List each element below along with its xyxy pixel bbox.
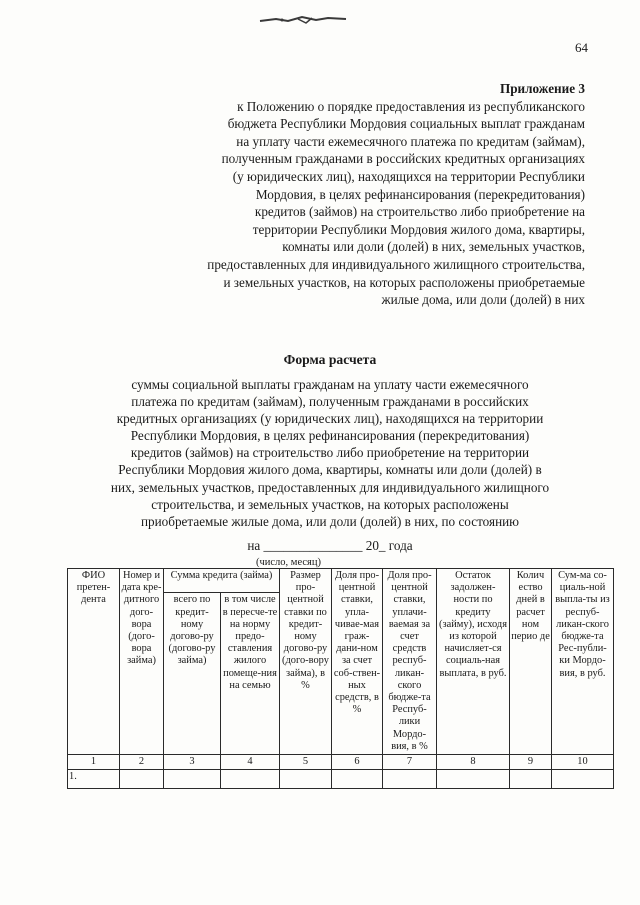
column-number: 6 bbox=[332, 755, 383, 770]
data-cell bbox=[280, 770, 332, 789]
appendix-line: полученным гражданами в российских кредитных организациях bbox=[221, 151, 585, 167]
header-cell: Номер и дата кре-дитного дого-вора (дого-вора займа) bbox=[120, 569, 164, 755]
data-cell bbox=[221, 770, 280, 789]
column-number: 5 bbox=[280, 755, 332, 770]
form-description-line: приобретаемые жилые дома, или доли (долей) в них, по состоянию bbox=[140, 513, 520, 529]
appendix-line: на уплату части ежемесячного платежа по кредитам (займам), bbox=[236, 133, 585, 149]
form-description-line: платежа по кредитам (займам), полученным гражданами в российских bbox=[131, 394, 529, 410]
column-number: 1 bbox=[68, 755, 120, 770]
header-cell: Сумма кредита (займа) bbox=[164, 569, 280, 593]
appendix-line: и земельных участков, на которых расположены приобретаемые bbox=[223, 274, 585, 290]
data-cell bbox=[510, 770, 552, 789]
form-description-line: строительства, и земельных участков, на которых расположены bbox=[151, 496, 509, 512]
form-description-line: них, земельных участков, предоставленных для индивидуального жилищного bbox=[110, 479, 550, 495]
column-number: 2 bbox=[120, 755, 164, 770]
appendix-line: территории Республики Мордовия жилого дома, квартиры, bbox=[252, 221, 585, 237]
column-number: 9 bbox=[510, 755, 552, 770]
appendix-header bbox=[120, 80, 585, 309]
header-cell: Сум-ма со-циаль-ной выпла-ты из респуб-ликан-ского бюдже-та Рес-публи-ки Мордо-вия, в руб. bbox=[552, 569, 614, 755]
calculation-table bbox=[67, 568, 614, 789]
row-index: 1. bbox=[68, 770, 120, 789]
table-row bbox=[68, 770, 614, 789]
appendix-line: Мордовия, в целях рефинансирования (перекредитования) bbox=[255, 186, 585, 202]
page-number: 64 bbox=[575, 40, 588, 55]
column-number-row bbox=[68, 755, 614, 770]
data-cell bbox=[120, 770, 164, 789]
form-title: Форма расчета bbox=[283, 352, 377, 367]
appendix-line: к Положению о порядке предоставления из республиканского bbox=[237, 98, 585, 114]
form-description-line: Республики Мордовия, в целях рефинансирования (перекредитования) bbox=[130, 428, 530, 444]
form-description-line: Республики Мордовия жилого дома, квартиры, комнаты или доли (долей) в bbox=[118, 462, 542, 478]
header-cell: Размер про-центной ставки по кредит-ному догово-ру (дого-вору займа), в % bbox=[280, 569, 332, 755]
data-cell bbox=[332, 770, 383, 789]
header-cell: Колич ество дней в расчет ном перио де bbox=[510, 569, 552, 755]
scan-artifact-mark bbox=[258, 12, 350, 26]
data-cell bbox=[164, 770, 221, 789]
appendix-line: предоставленных для индивидуального жилищного строительства, bbox=[207, 256, 585, 272]
appendix-line: комнаты или доли (долей) в них, земельных участков, bbox=[282, 239, 585, 255]
data-cell bbox=[437, 770, 510, 789]
date-hint: (число, месяц) bbox=[256, 557, 321, 568]
header-cell: Доля про-центной ставки, упла-чивае-мая граж-дани-ном за счет соб-ствен-ных средств, в % bbox=[332, 569, 383, 755]
header-cell: Доля про-центной ставки, уплачи-ваемая за счет средств респуб-ликан-ского бюдже-та Респуб-лики Мордо-вия, в % bbox=[383, 569, 437, 755]
header-cell: Остаток задолжен-ности по кредиту (займу), исходя из которой начисляет-ся социаль-ная выплата, в руб. bbox=[437, 569, 510, 755]
appendix-title: Приложение 3 bbox=[499, 81, 585, 96]
column-number: 7 bbox=[383, 755, 437, 770]
header-cell: ФИО претен-дента bbox=[68, 569, 120, 755]
form-description-line: кредитов (займов) на строительство либо приобретение на территории bbox=[130, 445, 530, 461]
data-cell bbox=[552, 770, 614, 789]
table-header-row bbox=[68, 569, 614, 593]
date-line: на _______________ 20_ года bbox=[247, 538, 413, 553]
header-cell: всего по кредит-ному догово-ру (догово-ру займа) bbox=[164, 593, 221, 755]
form-description bbox=[60, 376, 600, 530]
header-cell: в том числе в пересче-те на норму предо-ставления жилого помеще-ния на семью bbox=[221, 593, 280, 755]
column-number: 4 bbox=[221, 755, 280, 770]
column-number: 3 bbox=[164, 755, 221, 770]
form-description-line: суммы социальной выплаты гражданам на уплату части ежемесячного bbox=[131, 377, 529, 392]
column-number: 8 bbox=[437, 755, 510, 770]
column-number: 10 bbox=[552, 755, 614, 770]
appendix-line: бюджета Республики Мордовия социальных выплат гражданам bbox=[227, 116, 585, 132]
appendix-line: кредитов (займов) на строительство либо приобретение на bbox=[254, 204, 585, 220]
data-cell bbox=[383, 770, 437, 789]
form-description-line: кредитных организациях (у юридических лиц), находящихся на территории bbox=[116, 411, 544, 427]
appendix-line: жилые дома, или доли (долей) в них bbox=[381, 292, 585, 308]
appendix-line: (у юридических лиц), находящихся на территории Республики bbox=[232, 168, 585, 184]
